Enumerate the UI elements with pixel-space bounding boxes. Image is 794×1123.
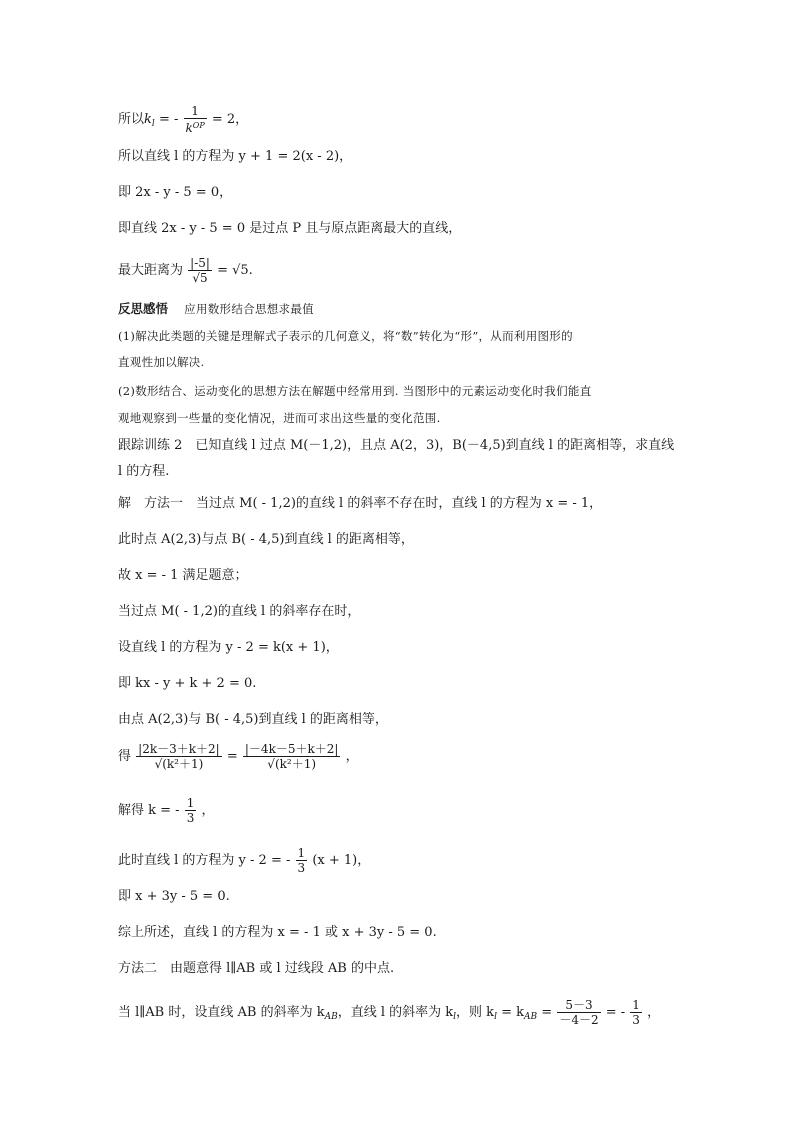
reflection-title: 反思感悟 (118, 301, 169, 316)
reflection-1b: 直观性加以解决. (118, 355, 205, 369)
fraction (630, 998, 642, 1027)
fraction (185, 796, 197, 825)
reflection-heading (118, 300, 314, 319)
fraction (184, 104, 207, 135)
text: = (226, 749, 238, 764)
fraction (243, 742, 341, 771)
fraction (296, 846, 308, 875)
text: ，直线 l 的斜率为 k (337, 1005, 454, 1020)
text: ， (201, 803, 215, 818)
denominator: －4－2 (559, 1013, 599, 1027)
text: 最大距离为 (118, 263, 184, 278)
line-5 (118, 256, 253, 285)
text: (x + 1)， (312, 853, 371, 868)
denominator: 3 (632, 1013, 640, 1027)
solution-5: 设直线 l 的方程为 y - 2 = k(x + 1)， (118, 640, 339, 655)
solution-11: 即 x + 3y - 5 = 0. (118, 889, 230, 904)
line-3: 即 2x - y - 5 = 0， (118, 185, 233, 200)
solution-6: 即 kx - y + k + 2 = 0. (118, 676, 257, 691)
text: ，则 k (456, 1005, 495, 1020)
denominator (184, 119, 207, 135)
line-2: 所以直线 l 的方程为 y + 1 = 2(x - 2)， (118, 149, 353, 164)
numerator: 5－3 (557, 998, 600, 1013)
denominator: √(k²＋1) (267, 757, 317, 771)
text: ， (345, 749, 359, 764)
numerator: |－4k－5＋k＋2| (244, 742, 339, 756)
solution-13: 方法二 由题意得 l∥AB 或 l 过线段 AB 的中点. (118, 961, 395, 976)
reflection-2a: (2)数形结合、运动变化的思想方法在解题中经常用到. 当图形中的元素运动变化时我们能直 (118, 384, 592, 398)
solution-1: 解 方法一 当过点 M( - 1,2)的直线 l 的斜率不存在时，直线 l 的方程为 x = - 1， (118, 496, 603, 511)
line-4: 即直线 2x - y - 5 = 0 是过点 P 且与原点距离最大的直线， (118, 221, 462, 236)
solution-4: 当过点 M( - 1,2)的直线 l 的斜率存在时， (118, 604, 361, 619)
fraction (557, 998, 600, 1027)
text: k (144, 112, 152, 127)
subscript: l (494, 1012, 497, 1022)
text: = 2， (211, 112, 249, 127)
denominator: √(k²＋1) (154, 757, 204, 771)
text: 得 (118, 749, 132, 764)
numerator: 1 (184, 104, 207, 119)
reflection-2b: 观地观察到一些量的变化情况，进而可求出这些量的变化范围. (118, 411, 441, 425)
subscript: l (453, 1012, 457, 1022)
text: ， (647, 1005, 661, 1020)
training-problem-b: l 的方程. (118, 464, 170, 479)
numerator: 1 (297, 846, 306, 860)
subscript: l (151, 119, 155, 129)
training-problem-a: 跟踪训练 2 已知直线 l 过点 M(－1,2)，且点 A(2，3)，B(－4,5)到直线 l 的距离相等，求直线 (118, 438, 675, 453)
solution-2: 此时点 A(2,3)与点 B( - 4,5)到直线 l 的距离相等， (118, 532, 414, 547)
fraction (136, 742, 222, 771)
numerator: |2k－3＋k＋2| (138, 742, 220, 756)
solution-14 (118, 998, 660, 1027)
text: k (185, 121, 193, 135)
subscript: AB (324, 1012, 338, 1022)
text: 此时直线 l 的方程为 y - 2 = - (118, 853, 291, 868)
text: 所以 (118, 112, 145, 127)
numerator: 1 (632, 998, 640, 1012)
text: 解得 k = - (118, 803, 180, 818)
text: = - (605, 1005, 626, 1020)
solution-12: 综上所述，直线 l 的方程为 x = - 1 或 x + 3y - 5 = 0. (118, 925, 437, 940)
numerator: |-5| (190, 256, 210, 270)
denominator: 3 (297, 861, 306, 875)
reflection-subtitle: 应用数形结合思想求最值 (184, 302, 314, 316)
fraction (188, 256, 212, 285)
solution-8 (118, 742, 359, 771)
subscript: AB (524, 1012, 538, 1022)
line-k1 (118, 104, 248, 135)
superscript: OP (192, 121, 205, 130)
solution-10 (118, 846, 370, 875)
numerator: 1 (186, 796, 195, 810)
reflection-1a: (1)解决此类题的关键是理解式子表示的几何意义，将“数”转化为“形”，从而利用图形的 (118, 329, 573, 343)
text: = - (158, 112, 179, 127)
solution-7: 由点 A(2,3)与 B( - 4,5)到直线 l 的距离相等， (118, 712, 388, 727)
text: = √5. (217, 263, 253, 278)
solution-3: 故 x = - 1 满足题意； (118, 568, 248, 583)
denominator: √5 (192, 271, 208, 285)
text: 当 l∥AB 时，设直线 AB 的斜率为 k (118, 1005, 325, 1020)
text: = (541, 1005, 553, 1020)
text: = k (501, 1005, 524, 1020)
denominator: 3 (186, 811, 195, 825)
solution-9 (118, 796, 215, 825)
